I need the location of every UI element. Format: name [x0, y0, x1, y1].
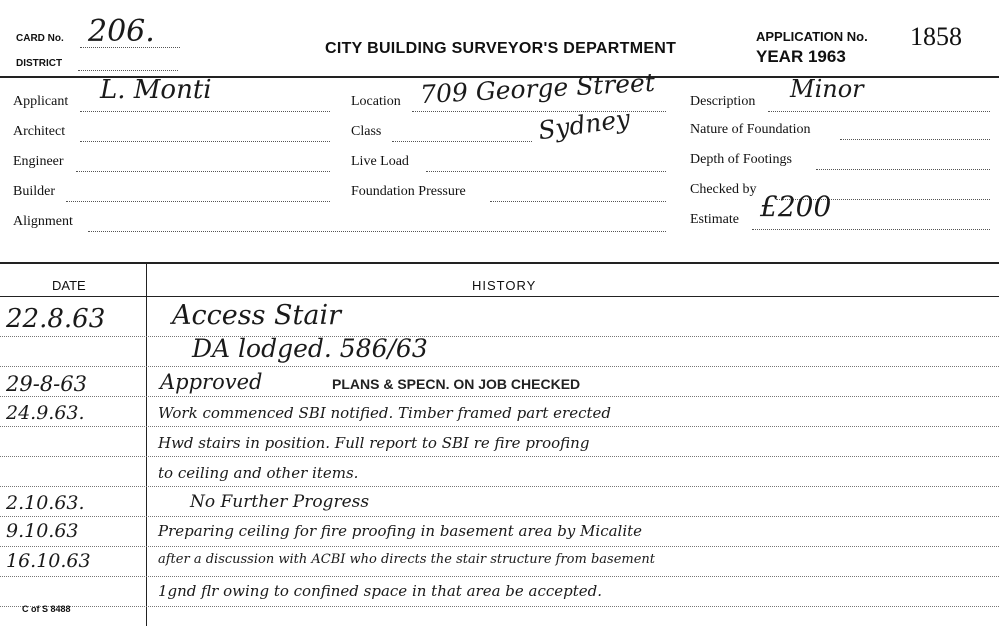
department-title: CITY BUILDING SURVEYOR'S DEPARTMENT	[325, 40, 677, 57]
date-header: DATE	[52, 278, 86, 293]
ruled-line	[0, 426, 999, 427]
ruled-line	[0, 456, 999, 457]
entry-date: 16.10.63	[6, 550, 91, 572]
entry-text: Approved	[160, 370, 263, 394]
ruled-line	[0, 396, 999, 397]
entry-text: No Further Progress	[190, 492, 370, 512]
applicant-value: L. Monti	[100, 75, 212, 105]
entry-text: Preparing ceiling for fire proofing in basement area by Micalite	[158, 522, 643, 540]
ruled-line	[0, 516, 999, 517]
class-label: Class	[351, 124, 382, 139]
entry-text: Work commenced SBI notified. Timber framed part erected	[158, 404, 611, 422]
entry-text: after a discussion with ACBI who directs the stair structure from basement	[158, 552, 656, 567]
checked-by-label: Checked by	[690, 182, 757, 197]
application-number: 1858	[910, 22, 962, 51]
location-label: Location	[351, 94, 401, 109]
live-load-label: Live Load	[351, 154, 409, 169]
description-line	[768, 111, 990, 112]
estimate-value: £200	[760, 190, 832, 223]
builder-label: Builder	[13, 184, 55, 199]
architect-label: Architect	[13, 124, 66, 139]
stamp-plans-checked: PLANS & SPECN. ON JOB CHECKED	[332, 376, 581, 392]
architect-line	[80, 141, 330, 142]
entry-text: 1gnd flr owing to confined space in that area be accepted.	[158, 582, 603, 600]
entry-date: 29-8-63	[6, 372, 87, 396]
history-header-rule	[0, 296, 999, 297]
estimate-label: Estimate	[690, 212, 739, 227]
applicant-label: Applicant	[13, 94, 69, 109]
card-no-line	[80, 47, 180, 48]
entry-text: to ceiling and other items.	[158, 464, 359, 482]
depth-of-footings-label: Depth of Footings	[690, 152, 792, 167]
nature-of-foundation-line	[840, 139, 990, 140]
foundation-pressure-line	[490, 201, 666, 202]
ruled-line	[0, 486, 999, 487]
ruled-line	[0, 546, 999, 547]
entry-text: DA lodged. 586/63	[192, 334, 428, 363]
nature-of-foundation-label: Nature of Foundation	[690, 122, 811, 137]
applicant-line	[80, 111, 330, 112]
location-value-street: 709 George Street	[419, 67, 656, 110]
fields-rule	[0, 262, 999, 264]
entry-text: Access Stair	[172, 300, 342, 331]
depth-of-footings-line	[816, 169, 990, 170]
entry-text: Hwd stairs in position. Full report to SBI re fire proofing	[158, 434, 590, 452]
ruled-line	[0, 576, 999, 577]
estimate-line	[752, 229, 990, 230]
form-code: C of S 8488	[22, 604, 71, 614]
builder-line	[66, 201, 330, 202]
location-value-city: Sydney	[536, 103, 632, 146]
entry-date: 2.10.63.	[6, 492, 85, 514]
entry-date: 24.9.63.	[6, 402, 85, 424]
card-no-value: 206.	[88, 14, 155, 49]
entry-date: 22.8.63	[6, 304, 106, 334]
card-no-label: CARD No.	[16, 33, 64, 44]
date-column-divider	[146, 264, 147, 626]
description-value: Minor	[790, 75, 864, 103]
live-load-line	[426, 171, 666, 172]
ruled-line	[0, 336, 999, 337]
entry-date: 9.10.63	[6, 520, 79, 542]
alignment-label: Alignment	[13, 214, 73, 229]
ruled-line	[0, 606, 999, 607]
history-header: HISTORY	[472, 278, 537, 293]
class-line	[392, 141, 532, 142]
foundation-pressure-label: Foundation Pressure	[351, 184, 466, 199]
district-label: DISTRICT	[16, 58, 63, 69]
engineer-line	[76, 171, 330, 172]
engineer-label: Engineer	[13, 154, 64, 169]
alignment-line	[88, 231, 666, 232]
district-line	[78, 70, 178, 71]
application-label: APPLICATION No.	[756, 29, 868, 44]
description-label: Description	[690, 94, 756, 109]
application-year: YEAR 1963	[756, 47, 846, 66]
ruled-line	[0, 366, 999, 367]
